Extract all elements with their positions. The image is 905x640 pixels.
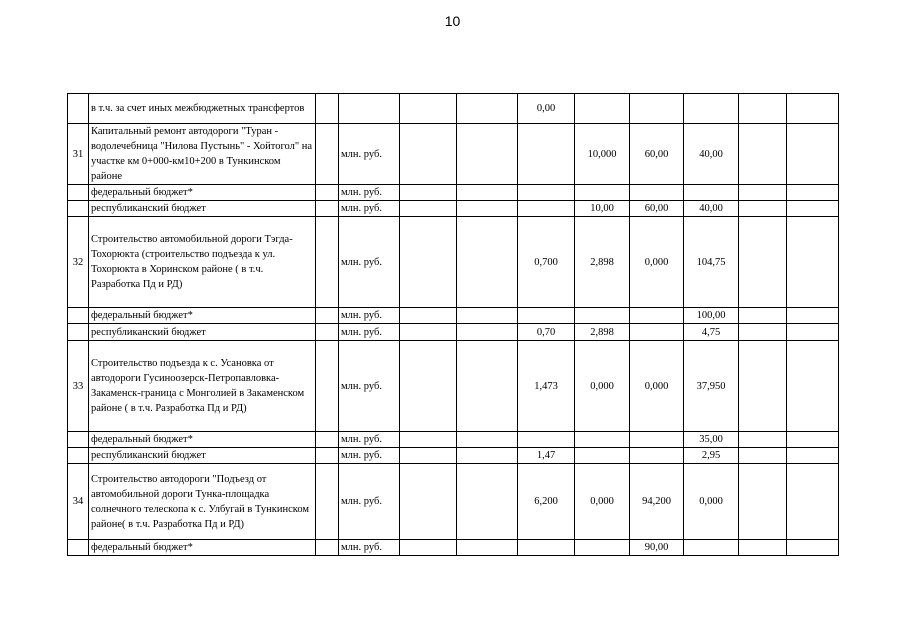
value-cell: [630, 432, 684, 448]
value-cell: [787, 201, 839, 217]
value-cell: [739, 341, 787, 432]
row-number-cell: 33: [68, 341, 89, 432]
value-cell: [575, 185, 630, 201]
item-name-cell: Строительство автомобильной дороги Тэгда-Тохорюкта (строительство подъезда к ул. Тохорюкта в Хоринском районе ( в т.ч. Разработка Пд и РД): [89, 217, 316, 308]
value-cell: 2,95: [684, 448, 739, 464]
value-cell: [575, 94, 630, 124]
table-row: [68, 94, 839, 124]
value-cell: [787, 217, 839, 308]
value-cell: [787, 448, 839, 464]
value-cell: 1,47: [518, 448, 575, 464]
empty-cell: [316, 124, 339, 185]
value-cell: [518, 432, 575, 448]
value-cell: [787, 464, 839, 540]
unit-cell: млн. руб.: [339, 432, 400, 448]
unit-cell: млн. руб.: [339, 308, 400, 324]
value-cell: [739, 324, 787, 341]
value-cell: [575, 308, 630, 324]
value-cell: 0,000: [575, 341, 630, 432]
value-cell: [457, 432, 518, 448]
value-cell: [518, 185, 575, 201]
value-cell: [400, 540, 457, 556]
empty-cell: [316, 324, 339, 341]
value-cell: [457, 540, 518, 556]
value-cell: 104,75: [684, 217, 739, 308]
value-cell: 94,200: [630, 464, 684, 540]
value-cell: 0,000: [575, 464, 630, 540]
value-cell: 6,200: [518, 464, 575, 540]
item-name-cell: Строительство автодороги "Подъезд от автомобильной дороги Тунка-площадка солнечного телескопа к с. Улбугай в Тункинском районе( в т.ч. Разработка Пд и РД): [89, 464, 316, 540]
item-name-cell: республиканский бюджет: [89, 448, 316, 464]
value-cell: [457, 217, 518, 308]
table-row: [68, 217, 839, 308]
value-cell: [518, 201, 575, 217]
table-row: [68, 201, 839, 217]
value-cell: [457, 324, 518, 341]
unit-cell: млн. руб.: [339, 448, 400, 464]
value-cell: 0,000: [630, 217, 684, 308]
item-name-cell: федеральный бюджет*: [89, 308, 316, 324]
value-cell: [787, 94, 839, 124]
value-cell: [457, 124, 518, 185]
item-name-cell: республиканский бюджет: [89, 324, 316, 341]
value-cell: 90,00: [630, 540, 684, 556]
empty-cell: [316, 217, 339, 308]
value-cell: 0,00: [518, 94, 575, 124]
unit-cell: млн. руб.: [339, 540, 400, 556]
value-cell: [630, 185, 684, 201]
value-cell: [400, 185, 457, 201]
value-cell: 10,00: [575, 201, 630, 217]
value-cell: [739, 217, 787, 308]
value-cell: [739, 464, 787, 540]
value-cell: 2,898: [575, 217, 630, 308]
value-cell: [787, 124, 839, 185]
value-cell: [457, 464, 518, 540]
value-cell: [739, 201, 787, 217]
empty-cell: [316, 540, 339, 556]
value-cell: [684, 540, 739, 556]
value-cell: 35,00: [684, 432, 739, 448]
item-name-cell: федеральный бюджет*: [89, 185, 316, 201]
value-cell: 100,00: [684, 308, 739, 324]
value-cell: [457, 308, 518, 324]
item-name-cell: федеральный бюджет*: [89, 540, 316, 556]
value-cell: 40,00: [684, 201, 739, 217]
value-cell: [787, 308, 839, 324]
value-cell: 40,00: [684, 124, 739, 185]
empty-cell: [316, 432, 339, 448]
unit-cell: млн. руб.: [339, 464, 400, 540]
value-cell: [400, 464, 457, 540]
table-row: [68, 124, 839, 185]
value-cell: [400, 448, 457, 464]
value-cell: [518, 308, 575, 324]
value-cell: [575, 448, 630, 464]
empty-cell: [316, 448, 339, 464]
value-cell: [684, 94, 739, 124]
value-cell: [400, 308, 457, 324]
empty-cell: [316, 464, 339, 540]
value-cell: [457, 94, 518, 124]
unit-cell: млн. руб.: [339, 341, 400, 432]
value-cell: [400, 94, 457, 124]
value-cell: 0,700: [518, 217, 575, 308]
value-cell: [518, 540, 575, 556]
value-cell: 0,70: [518, 324, 575, 341]
value-cell: 37,950: [684, 341, 739, 432]
value-cell: [787, 324, 839, 341]
empty-cell: [316, 308, 339, 324]
table-row: [68, 432, 839, 448]
value-cell: [739, 308, 787, 324]
value-cell: 4,75: [684, 324, 739, 341]
value-cell: [630, 308, 684, 324]
page-number: 10: [444, 13, 461, 29]
value-cell: [518, 124, 575, 185]
value-cell: [787, 185, 839, 201]
value-cell: [739, 448, 787, 464]
value-cell: 10,000: [575, 124, 630, 185]
value-cell: [400, 324, 457, 341]
unit-cell: млн. руб.: [339, 124, 400, 185]
unit-cell: млн. руб.: [339, 185, 400, 201]
item-name-cell: республиканский бюджет: [89, 201, 316, 217]
unit-cell: млн. руб.: [339, 217, 400, 308]
item-name-cell: в т.ч. за счет иных межбюджетных трансфертов: [89, 94, 316, 124]
table-row: [68, 185, 839, 201]
value-cell: [400, 124, 457, 185]
value-cell: [457, 201, 518, 217]
value-cell: [457, 448, 518, 464]
value-cell: [457, 341, 518, 432]
row-number-cell: [68, 201, 89, 217]
row-number-cell: [68, 324, 89, 341]
row-number-cell: [68, 185, 89, 201]
value-cell: [739, 124, 787, 185]
row-number-cell: 34: [68, 464, 89, 540]
value-cell: [739, 94, 787, 124]
value-cell: [787, 432, 839, 448]
item-name-cell: Капитальный ремонт автодороги "Туран - водолечебница "Нилова Пустынь" - Хойтогол" на участке км 0+000-км10+200 в Тункинском районе: [89, 124, 316, 185]
value-cell: [400, 201, 457, 217]
row-number-cell: [68, 94, 89, 124]
item-name-cell: Строительство подъезда к с. Усановка от автодороги Гусиноозерск-Петропавловка-Закаменск-граница с Монголией в Закаменском районе ( в т.ч. Разработка Пд и РД): [89, 341, 316, 432]
empty-cell: [316, 94, 339, 124]
value-cell: [739, 432, 787, 448]
empty-cell: [316, 341, 339, 432]
budget-table: [67, 93, 839, 556]
value-cell: 2,898: [575, 324, 630, 341]
unit-cell: млн. руб.: [339, 324, 400, 341]
value-cell: [575, 432, 630, 448]
value-cell: [400, 432, 457, 448]
table-row: [68, 464, 839, 540]
value-cell: [787, 540, 839, 556]
empty-cell: [316, 185, 339, 201]
row-number-cell: [68, 432, 89, 448]
value-cell: 0,000: [684, 464, 739, 540]
value-cell: [739, 540, 787, 556]
table-row: [68, 324, 839, 341]
item-name-cell: федеральный бюджет*: [89, 432, 316, 448]
empty-cell: [316, 201, 339, 217]
value-cell: 60,00: [630, 124, 684, 185]
row-number-cell: 31: [68, 124, 89, 185]
value-cell: [630, 94, 684, 124]
value-cell: 1,473: [518, 341, 575, 432]
table-row: [68, 308, 839, 324]
table-row: [68, 540, 839, 556]
value-cell: [400, 217, 457, 308]
row-number-cell: 32: [68, 217, 89, 308]
value-cell: [739, 185, 787, 201]
row-number-cell: [68, 308, 89, 324]
value-cell: [400, 341, 457, 432]
value-cell: [457, 185, 518, 201]
row-number-cell: [68, 540, 89, 556]
value-cell: [684, 185, 739, 201]
unit-cell: [339, 94, 400, 124]
table-row: [68, 341, 839, 432]
value-cell: [787, 341, 839, 432]
value-cell: [630, 448, 684, 464]
row-number-cell: [68, 448, 89, 464]
unit-cell: млн. руб.: [339, 201, 400, 217]
table-row: [68, 448, 839, 464]
value-cell: 0,000: [630, 341, 684, 432]
value-cell: [575, 540, 630, 556]
value-cell: [630, 324, 684, 341]
value-cell: 60,00: [630, 201, 684, 217]
